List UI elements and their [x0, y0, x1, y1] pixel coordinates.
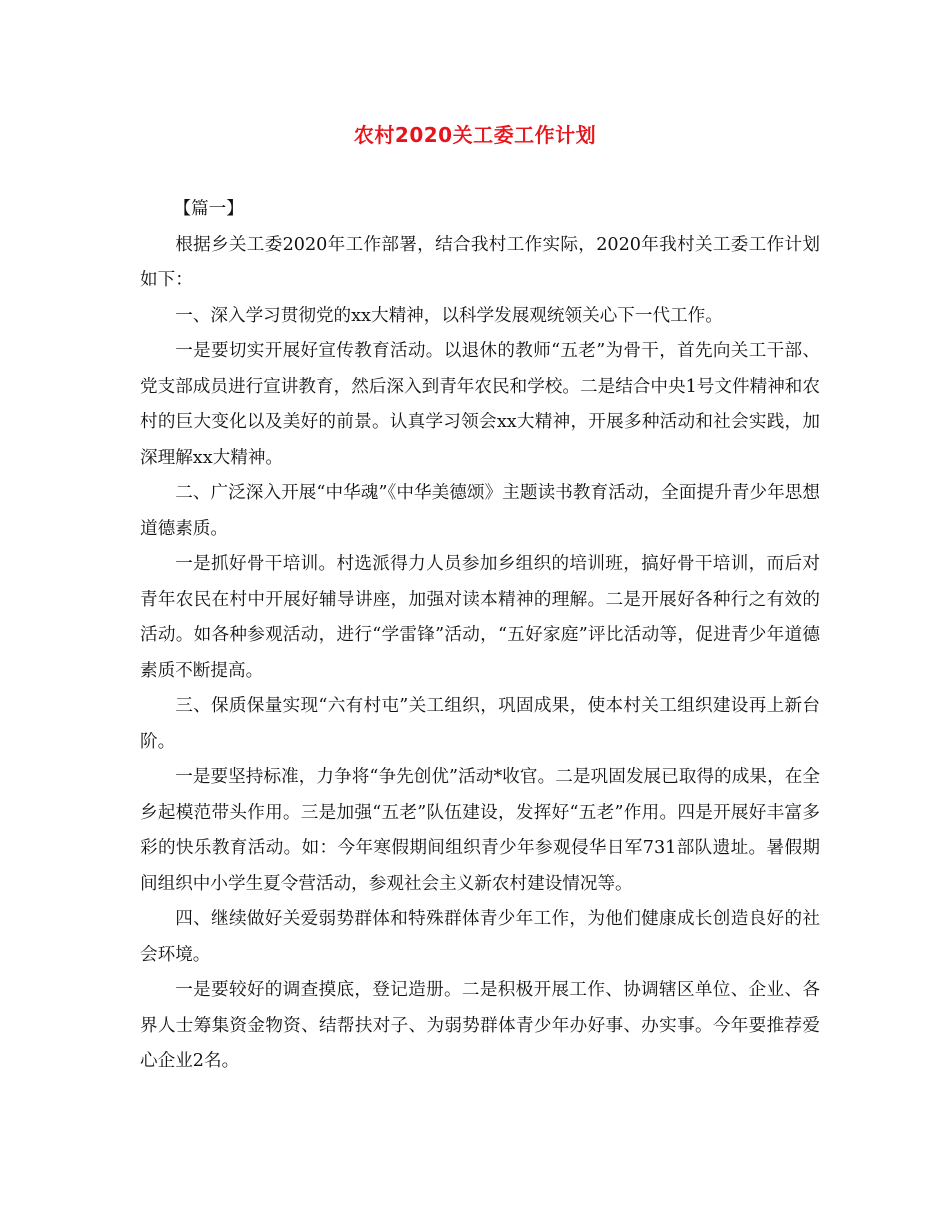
paragraph-2: 一是抓好骨干培训。村选派得力人员参加乡组织的培训班，搞好骨干培训，而后对青年农民在村中开展好辅导讲座，加强对读本精神的理解。二是开展好各种行之有效的活动。如各种参观活动，进行“学雷锋”活动，“五好家庭”评比活动等，促进青少年道德素质不断提高。	[140, 554, 820, 681]
heading-1: 一、深入学习贯彻党的xx大精神，以科学发展观统领关心下一代工作。	[175, 305, 723, 326]
document-body	[140, 192, 820, 1080]
section-mark: 【篇一】	[173, 199, 244, 219]
heading-4: 四、继续做好关爱弱势群体和特殊群体青少年工作，为他们健康成长创造良好的社会环境。	[140, 909, 820, 965]
heading-3: 三、保质保量实现“六有村屯”关工组织，巩固成果，使本村关工组织建设再上新台阶。	[140, 696, 820, 752]
paragraph-3: 一是要坚持标准，力争将“争先创优”活动*收官。二是巩固发展已取得的成果，在全乡起模范带头作用。三是加强“五老”队伍建设，发挥好“五老”作用。四是开展好丰富多彩的快乐教育活动。如：今年寒假期间组织青少年参观侵华日军731部队遗址。暑假期间组织中小学生夏令营活动，参观社会主义新农村建设情况等。	[140, 767, 820, 894]
paragraph-4: 一是要较好的调查摸底，登记造册。二是积极开展工作、协调辖区单位、企业、各界人士筹集资金物资、结帮扶对子、为弱势群体青少年办好事、办实事。今年要推荐爱心企业2名。	[140, 980, 820, 1071]
paragraph-intro: 根据乡关工委2020年工作部署，结合我村工作实际，2020年我村关工委工作计划如下：	[140, 234, 820, 290]
heading-2: 二、广泛深入开展“中华魂”《中华美德颂》主题读书教育活动，全面提升青少年思想道德素质。	[140, 483, 820, 539]
document-title: 农村2020关工委工作计划	[353, 123, 597, 147]
paragraph-1: 一是要切实开展好宣传教育活动。以退休的教师“五老”为骨干，首先向关工干部、党支部成员进行宣讲教育，然后深入到青年农民和学校。二是结合中央1号文件精神和农村的巨大变化以及美好的前景。认真学习领会xx大精神，开展多种活动和社会实践，加深理解xx大精神。	[140, 341, 820, 468]
